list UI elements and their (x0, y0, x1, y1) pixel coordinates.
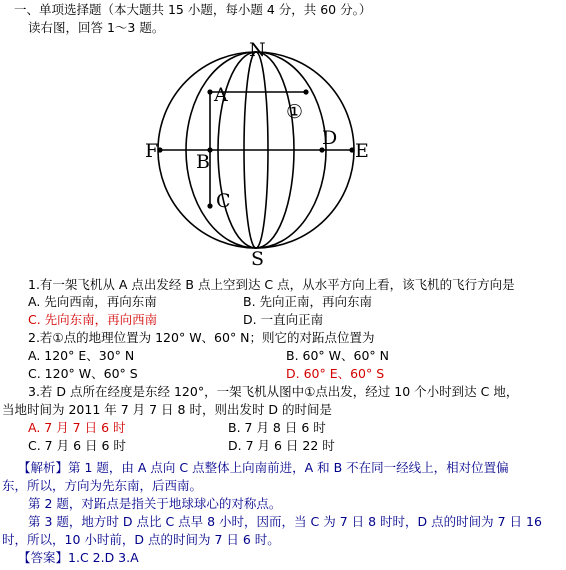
point-a (207, 89, 212, 94)
label-d: D (322, 127, 338, 149)
q3-option-d: D. 7 月 6 日 22 时 (228, 438, 335, 453)
label-c: C (216, 190, 231, 212)
q2-option-d: D. 60° E、60° S (286, 366, 385, 381)
q1-option-a: A. 先向西南，再向东南 (28, 294, 157, 309)
instruction: 读右图，回答 1～3 题。 (28, 20, 165, 35)
analysis-line3: 第 2 题，对跖点是指关于地球球心的对称点。 (28, 496, 282, 511)
answer-line (18, 550, 139, 566)
label-n: N (249, 39, 266, 61)
analysis-text-1: 第 1 题，由 A 点向 C 点整体上向南前进，A 和 B 不在同一经线上，相对位置偏 (68, 460, 509, 475)
analysis-line2: 东，所以，方向为先东南，后西南。 (2, 478, 203, 493)
q3-stem-line2: 当地时间为 2011 年 7 月 7 日 8 时，则出发时 D 的时间是 (2, 402, 333, 417)
q2-stem: 2.若①点的地理位置为 120° W、60° N；则它的对跖点位置为 (28, 330, 375, 345)
answer-text: 1.C 2.D 3.A (68, 550, 139, 565)
q1-stem: 1.有一架飞机从 A 点出发经 B 点上空到达 C 点，从水平方向上看，该飞机的飞行方向是 (28, 277, 515, 292)
label-one: ① (286, 101, 304, 123)
label-b: B (196, 151, 210, 173)
analysis-line5: 时，所以，10 小时前，D 点的时间为 7 日 6 时。 (2, 532, 280, 547)
label-f: F (145, 140, 159, 162)
label-e: E (355, 140, 369, 162)
point-one (303, 89, 308, 94)
point-c (207, 203, 212, 208)
q2-option-b: B. 60° W、60° N (286, 348, 389, 363)
q1-option-d: D. 一直向正南 (243, 312, 324, 327)
answer-tag: 【答案】 (18, 550, 69, 565)
analysis-line4: 第 3 题，地方时 D 点比 C 点早 8 小时，因而，当 C 为 7 日 8 时时，D 点的时间为 7 日 16 (28, 514, 542, 529)
label-a: A (214, 84, 228, 106)
analysis-line1 (18, 460, 509, 476)
analysis-tag: 【解析】 (18, 460, 69, 475)
q1-option-b: B. 先向正南，再向东南 (243, 294, 373, 309)
q3-option-b: B. 7 月 8 日 6 时 (228, 420, 326, 435)
q3-option-c: C. 7 月 6 日 6 时 (28, 438, 126, 453)
globe-diagram (0, 0, 566, 270)
section-title: 一、单项选择题（本大题共 15 小题，每小题 4 分，共 60 分。） (14, 2, 372, 17)
label-s: S (251, 248, 265, 270)
point-e (349, 147, 354, 152)
q3-stem-line1: 3.若 D 点所在经度是东经 120°，一架飞机从图中①点出发，经过 10 个小时到达 C 地， (28, 384, 519, 399)
q3-option-a: A. 7 月 7 日 6 时 (28, 420, 126, 435)
q2-option-c: C. 120° W、60° S (28, 366, 138, 381)
q2-option-a: A. 120° E、30° N (28, 348, 135, 363)
q1-option-c: C. 先向东南，再向西南 (28, 312, 158, 327)
